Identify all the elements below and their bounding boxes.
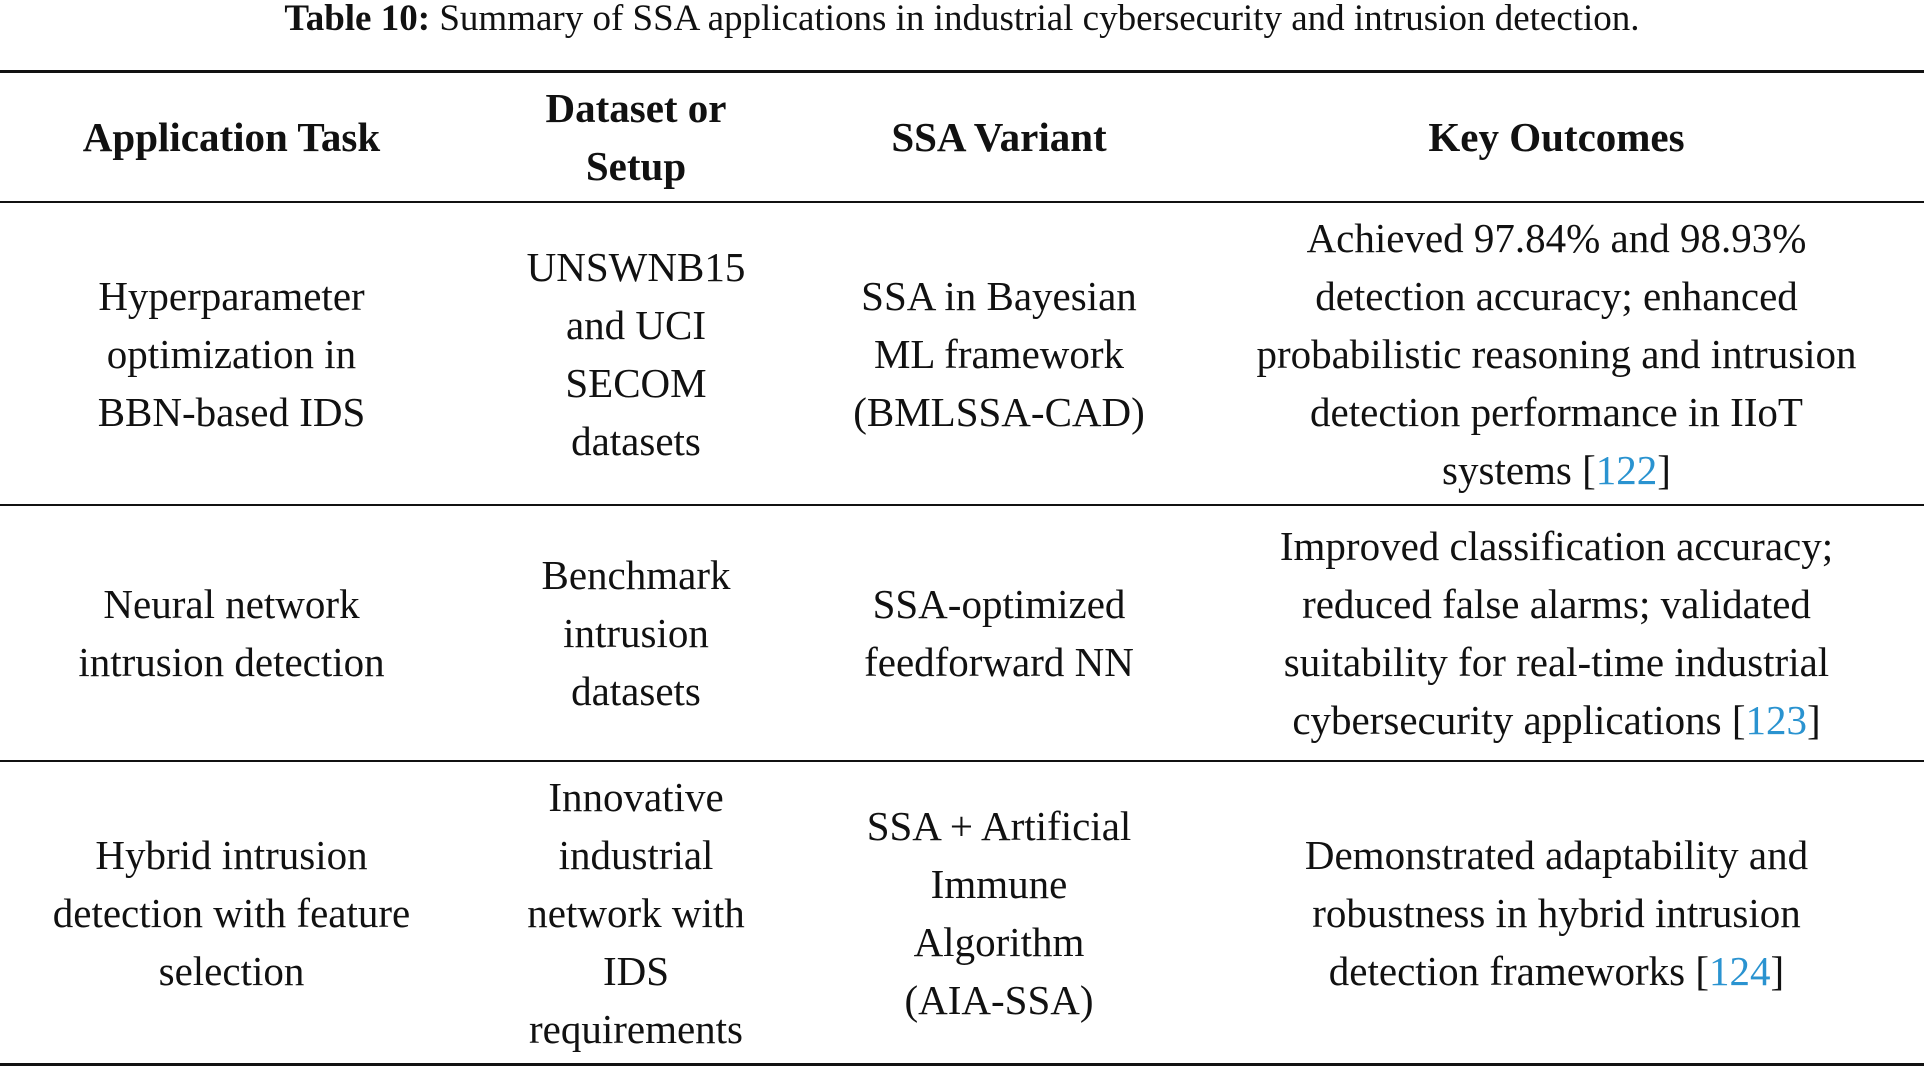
cell-application-task (0, 506, 463, 760)
cell-line: datasets (571, 417, 701, 464)
cell-line: robustness in hybrid intrusion (1312, 889, 1801, 936)
table-caption (0, 0, 1924, 38)
cell-line: Neural network (103, 581, 360, 627)
cell-text: systems (1442, 446, 1583, 493)
cell-line: detection accuracy; enhanced (1315, 272, 1798, 319)
cell-line: Algorithm (913, 918, 1085, 965)
cell-ssa-variant (809, 203, 1189, 504)
header-line: Application Task (82, 114, 381, 160)
cell-line: Immune (930, 860, 1068, 907)
cell-line: Hybrid intrusion (95, 831, 368, 878)
cell-line: and UCI (565, 301, 707, 348)
header-key-outcomes (1189, 73, 1924, 201)
citation-link[interactable]: 123 (1745, 697, 1807, 743)
cell-line: industrial (558, 831, 714, 878)
cell-text: cybersecurity applications (1292, 697, 1732, 743)
cell-ssa-variant (809, 762, 1189, 1063)
cell-application-task (0, 762, 463, 1063)
cell-line: SSA-optimized (872, 581, 1126, 627)
cell-dataset (463, 506, 809, 760)
citation-bracket: [ (1582, 446, 1596, 493)
header-line: Dataset or (545, 85, 727, 131)
cell-line: Demonstrated adaptability and (1304, 831, 1809, 878)
cell-line: Achieved 97.84% and 98.93% (1306, 214, 1807, 261)
cell-dataset (463, 203, 809, 504)
cell-line: (BMLSSA-CAD) (853, 388, 1145, 435)
cell-line: datasets (571, 668, 701, 714)
cell-line: probabilistic reasoning and intrusion (1256, 330, 1857, 377)
cell-line: SECOM (565, 359, 707, 406)
cell-line: detection with feature (52, 889, 411, 936)
cell-line: feedforward NN (864, 639, 1134, 685)
citation-bracket: ] (1806, 697, 1821, 743)
cell-line: Hyperparameter (98, 272, 365, 319)
cell-ssa-variant (809, 506, 1189, 760)
cell-line: intrusion (563, 610, 709, 656)
cell-key-outcomes (1189, 762, 1924, 1063)
table-caption-label: Table 10: (284, 0, 431, 39)
cell-line: suitability for real-time industrial (1283, 639, 1830, 685)
header-application-task (0, 73, 463, 201)
cell-text: detection frameworks (1328, 947, 1696, 994)
cell-line: detection performance in IIoT (1310, 388, 1803, 435)
cell-line: requirements (528, 1005, 744, 1052)
cell-line-with-citation (1292, 691, 1820, 749)
cell-line: selection (158, 947, 305, 994)
citation-bracket: [ (1695, 947, 1710, 994)
cell-line: BBN-based IDS (97, 388, 366, 435)
cell-application-task (0, 203, 463, 504)
cell-line: optimization in (106, 330, 357, 377)
cell-dataset (463, 762, 809, 1063)
citation-bracket: ] (1770, 947, 1785, 994)
header-line: Setup (585, 143, 687, 189)
table-caption-text: Summary of SSA applications in industrial cybersecurity and intrusion detection. (430, 0, 1640, 39)
header-line: Key Outcomes (1428, 114, 1685, 160)
cell-line: network with (527, 889, 745, 936)
cell-line: UNSWNB15 (526, 243, 746, 290)
cell-line: Benchmark (541, 552, 731, 598)
citation-link[interactable]: 122 (1595, 446, 1658, 493)
header-line: SSA Variant (891, 114, 1107, 160)
citation-bracket: [ (1731, 697, 1746, 743)
cell-key-outcomes (1189, 203, 1924, 504)
cell-line-with-citation (1442, 441, 1671, 499)
cell-line: intrusion detection (78, 639, 385, 685)
citation-link[interactable]: 124 (1709, 947, 1771, 994)
cell-line: Improved classification accuracy; (1279, 523, 1834, 569)
table-bottom-rule (0, 1063, 1924, 1066)
header-dataset-or-setup (463, 73, 809, 201)
citation-bracket: ] (1657, 446, 1671, 493)
header-ssa-variant (809, 73, 1189, 201)
cell-line: (AIA-SSA) (904, 976, 1094, 1023)
cell-key-outcomes (1189, 506, 1924, 760)
cell-line: Innovative (548, 773, 724, 820)
cell-line: SSA + Artificial (866, 802, 1132, 849)
cell-line-with-citation (1329, 942, 1784, 1000)
cell-line: IDS (602, 947, 670, 994)
cell-line: reduced false alarms; validated (1302, 581, 1811, 627)
cell-line: SSA in Bayesian (861, 272, 1137, 319)
cell-line: ML framework (873, 330, 1125, 377)
